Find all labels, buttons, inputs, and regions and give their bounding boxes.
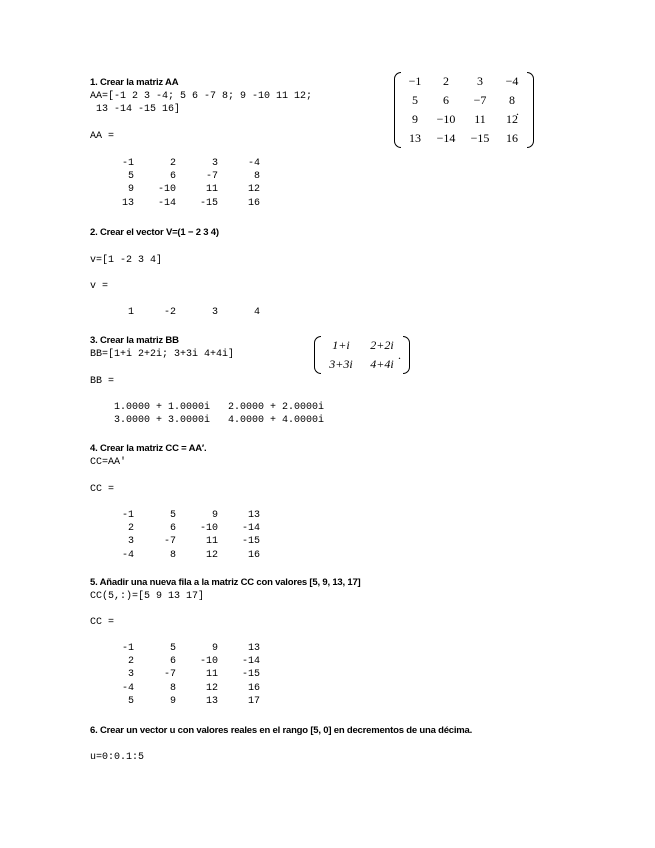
math-cell: 9 — [412, 112, 418, 126]
math-cell: 3+3i — [329, 357, 353, 371]
matrix-cell: 12 — [205, 682, 218, 694]
math-cell: 13 — [409, 131, 421, 145]
math-cell: −7 — [473, 93, 487, 107]
vector-cell: -2 — [163, 307, 176, 318]
table-row — [108, 549, 260, 562]
matrix-cell: -7 — [205, 171, 218, 183]
table-row — [108, 695, 260, 708]
section-5-heading: 5. Añadir una nueva fila a la matriz CC con valores [5, 9, 13, 17] — [90, 577, 361, 588]
table-row — [108, 522, 260, 535]
section-3-output-label: BB = — [90, 376, 115, 387]
table-row — [401, 91, 527, 110]
section-5-output-label: CC = — [90, 617, 115, 628]
complex-cell: 2.0000 + 2.0000i — [228, 402, 325, 413]
section-4-code: CC=AA' — [90, 457, 127, 468]
vector-cell: 1 — [127, 307, 134, 318]
matrix-cell: 2 — [127, 523, 134, 535]
math-cell: −4 — [505, 74, 519, 88]
matrix-cell: 11 — [205, 536, 218, 548]
section-1-code-line-1: AA=[-1 2 3 -4; 5 6 -7 8; 9 -10 11 12; — [90, 91, 313, 102]
matrix-cell: 11 — [205, 184, 218, 196]
math-matrix-aa — [394, 72, 534, 148]
math-cell: −1 — [408, 74, 422, 88]
table-row — [321, 336, 403, 355]
table-row — [108, 183, 260, 196]
section-6-code: u=0:0.1:5 — [90, 752, 145, 763]
matrix-cell: 8 — [169, 682, 176, 694]
matrix-cell: 6 — [169, 523, 176, 535]
complex-cell: 1.0000 + 1.0000i — [114, 402, 211, 413]
matrix-cell: 13 — [121, 197, 134, 209]
matrix-cell: 9 — [169, 695, 176, 707]
matrix-cell: -1 — [121, 158, 134, 169]
table-row — [108, 655, 260, 668]
section-5-code: CC(5,:)=[5 9 13 17] — [90, 591, 205, 602]
matrix-cell: -14 — [157, 197, 176, 209]
math-cell: 2 — [443, 74, 449, 88]
table-row — [108, 535, 260, 548]
matrix-cell: -14 — [241, 656, 260, 668]
matrix-cell: 17 — [247, 695, 260, 707]
section-3-code: BB=[1+i 2+2i; 3+3i 4+4i] — [90, 349, 235, 360]
matrix-cell: -15 — [241, 669, 260, 681]
matrix-cell: 2 — [169, 158, 176, 169]
section-2-output-label: v = — [90, 281, 109, 292]
table-row — [108, 306, 260, 319]
matrix-cell: 12 — [247, 184, 260, 196]
section-1-code-line-2: 13 -14 -15 16] — [90, 104, 181, 115]
table-row — [401, 110, 527, 129]
section-3-output-row-2 — [114, 414, 324, 427]
complex-cell: 3.0000 + 3.0000i — [114, 415, 211, 426]
matrix-cell: -14 — [241, 523, 260, 535]
math-cell: 1+i — [332, 338, 350, 352]
matrix-cell: 8 — [169, 549, 176, 561]
matrix-cell: 6 — [169, 171, 176, 183]
matrix-cell: 16 — [247, 682, 260, 694]
matrix-cell: 9 — [127, 184, 134, 196]
section-4-output-matrix — [108, 509, 260, 562]
section-4-heading: 4. Crear la matriz CC = AA′. — [90, 443, 207, 454]
math-period: . — [398, 348, 401, 362]
matrix-cell: 12 — [205, 549, 218, 561]
matrix-cell: 13 — [247, 643, 260, 654]
matrix-cell: -4 — [121, 682, 134, 694]
matrix-cell: 5 — [169, 643, 176, 654]
table-row — [108, 157, 260, 170]
matrix-cell: 3 — [211, 158, 218, 169]
section-4-output-label: CC = — [90, 484, 115, 495]
matrix-cell: 3 — [127, 669, 134, 681]
matrix-cell: -15 — [241, 536, 260, 548]
math-cell: 12 — [506, 112, 518, 126]
vector-cell: 4 — [253, 307, 260, 318]
complex-cell: 4.0000 + 4.0000i — [228, 415, 325, 426]
matrix-cell: -10 — [199, 656, 218, 668]
section-2-heading: 2. Crear el vector V=(1 − 2 3 4) — [90, 227, 219, 238]
math-cell: −10 — [436, 112, 456, 126]
matrix-cell: -4 — [121, 549, 134, 561]
left-paren — [314, 336, 321, 374]
math-period: . — [516, 104, 519, 118]
table-row — [108, 170, 260, 183]
math-cell: 6 — [443, 93, 449, 107]
section-2-output-vector — [108, 306, 260, 319]
math-cell: 2+2i — [370, 338, 394, 352]
matrix-cell: 13 — [247, 510, 260, 521]
matrix-cell: 16 — [247, 197, 260, 209]
table-row — [401, 129, 527, 148]
section-3-output-row-1 — [114, 401, 324, 414]
math-matrix-bb — [314, 336, 410, 374]
math-cell: 11 — [474, 112, 486, 126]
matrix-cell: -15 — [199, 197, 218, 209]
matrix-cell: 2 — [127, 656, 134, 668]
section-1-heading: 1. Crear la matriz AA — [90, 77, 179, 88]
section-5-output-matrix — [108, 642, 260, 708]
matrix-cell: -7 — [163, 669, 176, 681]
right-paren — [403, 336, 410, 374]
matrix-cell: -10 — [199, 523, 218, 535]
table-row — [401, 72, 527, 91]
matrix-cell: 8 — [253, 171, 260, 183]
matrix-cell: -1 — [121, 510, 134, 521]
matrix-cell: -4 — [247, 158, 260, 169]
right-paren — [527, 72, 534, 148]
math-cell: −14 — [436, 131, 456, 145]
matrix-cell: 5 — [169, 510, 176, 521]
table-row — [108, 682, 260, 695]
table-row — [108, 509, 260, 522]
table-row — [108, 668, 260, 681]
math-cell: 3 — [477, 74, 483, 88]
matrix-cell: 11 — [205, 669, 218, 681]
matrix-cell: 16 — [247, 549, 260, 561]
matrix-cell: 13 — [205, 695, 218, 707]
table-row — [108, 642, 260, 655]
matrix-cell: -10 — [157, 184, 176, 196]
matrix-cell: -1 — [121, 643, 134, 654]
math-cell: 16 — [506, 131, 518, 145]
math-cell: −15 — [470, 131, 490, 145]
matrix-cell: 6 — [169, 656, 176, 668]
left-paren — [394, 72, 401, 148]
matrix-cell: 5 — [127, 695, 134, 707]
matrix-cell: 5 — [127, 171, 134, 183]
table-row — [321, 355, 403, 374]
section-1-output-matrix — [108, 157, 260, 210]
vector-cell: 3 — [211, 307, 218, 318]
table-row — [108, 197, 260, 210]
math-cell: 4+4i — [370, 357, 394, 371]
math-cell: 8 — [509, 93, 515, 107]
matrix-cell: -7 — [163, 536, 176, 548]
math-cell: 5 — [412, 93, 418, 107]
section-2-code: v=[1 -2 3 4] — [90, 255, 163, 266]
section-6-heading: 6. Crear un vector u con valores reales en el rango [5, 0] en decrementos de una décima. — [90, 725, 473, 736]
section-1-output-label: AA = — [90, 131, 115, 142]
matrix-cell: 9 — [211, 510, 218, 521]
matrix-cell: 3 — [127, 536, 134, 548]
matrix-cell: 9 — [211, 643, 218, 654]
section-3-heading: 3. Crear la matriz BB — [90, 335, 179, 346]
